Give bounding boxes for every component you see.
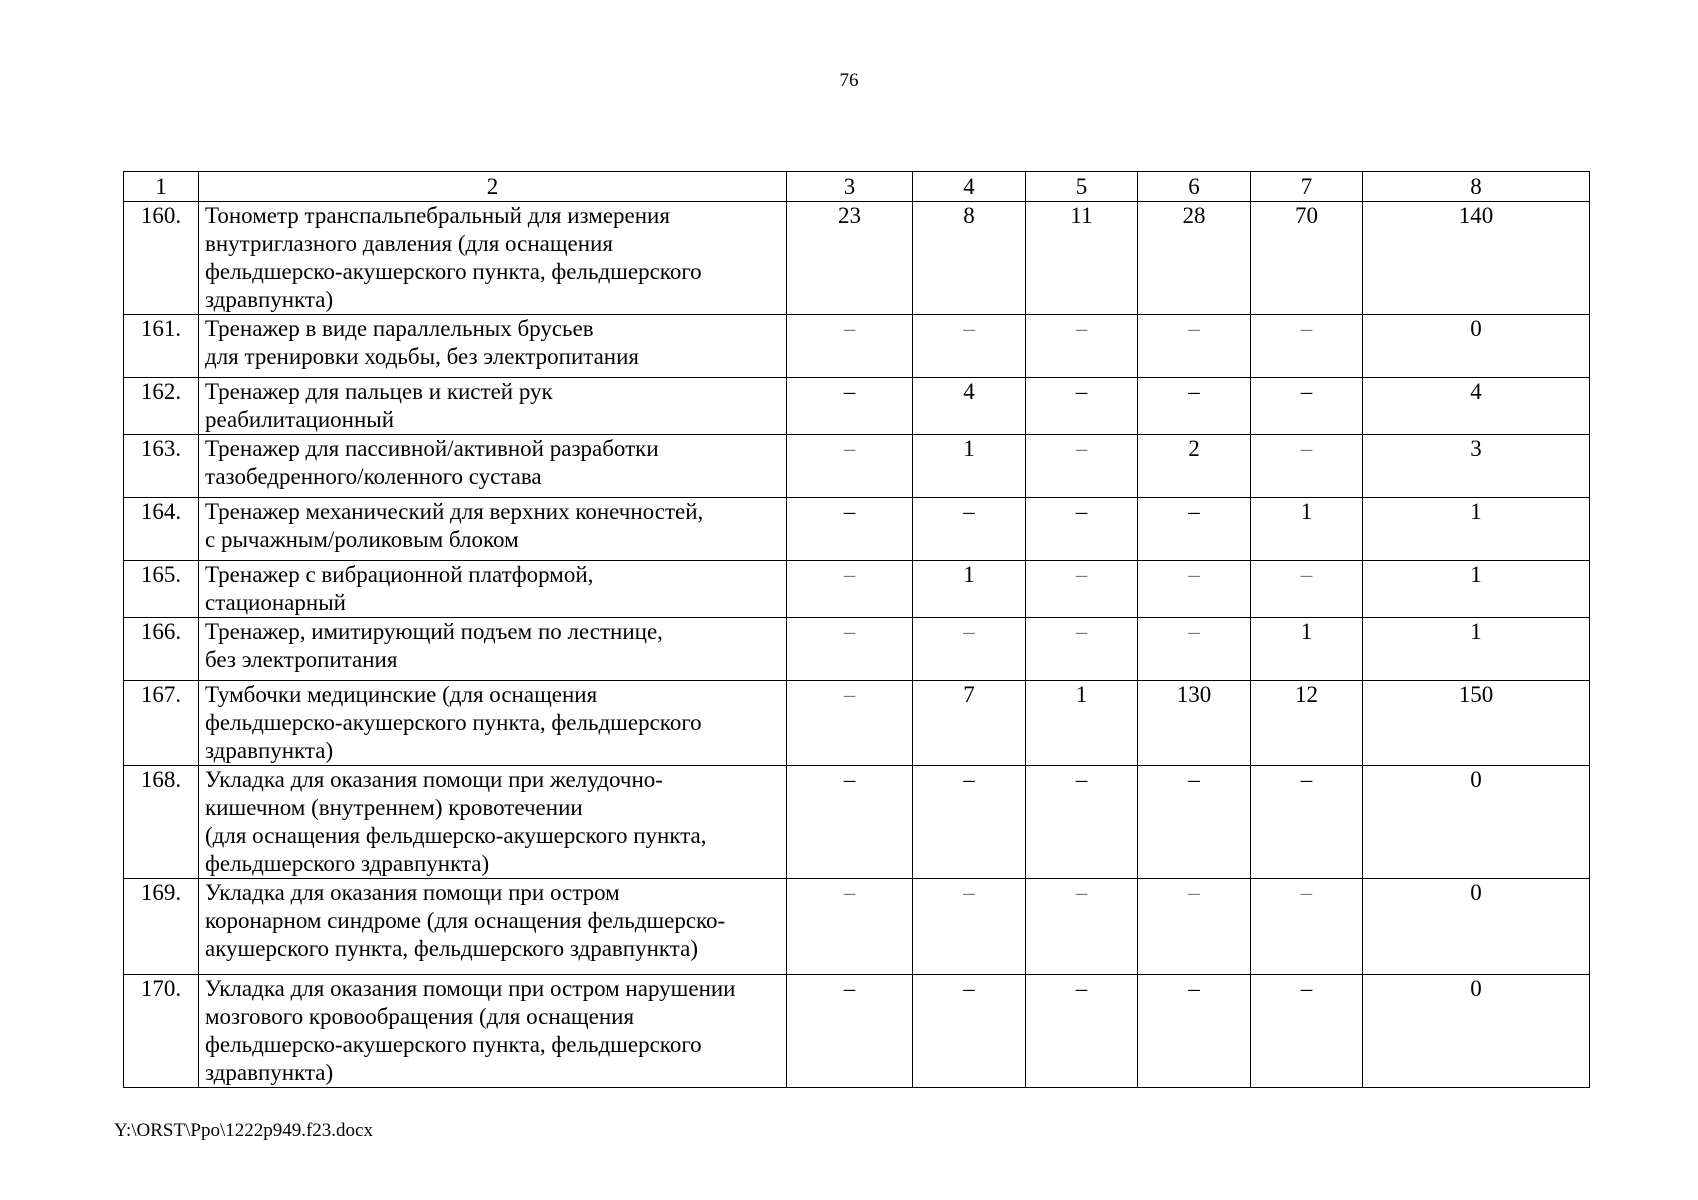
row-number: 168. bbox=[124, 766, 199, 879]
value-cell: – bbox=[787, 681, 913, 766]
value-cell: – bbox=[1026, 498, 1138, 561]
page-number: 76 bbox=[839, 70, 859, 91]
value-cell: – bbox=[787, 378, 913, 435]
value-cell: 70 bbox=[1251, 202, 1363, 315]
item-name bbox=[199, 561, 787, 618]
item-name-line: реабилитационный bbox=[205, 407, 395, 432]
value-cell: 0 bbox=[1363, 315, 1590, 378]
value-cell: – bbox=[1026, 975, 1138, 1088]
value-cell: – bbox=[1138, 498, 1251, 561]
value-cell: 2 bbox=[1138, 435, 1251, 498]
item-name-line: акушерского пункта, фельдшерского здравпункта) bbox=[205, 936, 698, 961]
item-name-line: Тренажер для пальцев и кистей рук bbox=[205, 379, 553, 404]
row-number: 170. bbox=[124, 975, 199, 1088]
item-name bbox=[199, 766, 787, 879]
value-cell: 4 bbox=[913, 378, 1026, 435]
value-cell: – bbox=[1251, 766, 1363, 879]
value-cell: – bbox=[1138, 766, 1251, 879]
equipment-table bbox=[123, 171, 1590, 1088]
value-cell: 11 bbox=[1026, 202, 1138, 315]
value-cell: 1 bbox=[913, 435, 1026, 498]
item-name-line: для тренировки ходьбы, без электропитания bbox=[205, 344, 639, 369]
value-cell: 3 bbox=[1363, 435, 1590, 498]
value-cell: 1 bbox=[1251, 498, 1363, 561]
table-row bbox=[124, 202, 1590, 315]
item-name bbox=[199, 879, 787, 975]
item-name-line: Тренажер механический для верхних конечностей, bbox=[205, 499, 704, 524]
item-name-line: Тренажер в виде параллельных брусьев bbox=[205, 316, 594, 341]
value-cell: 130 bbox=[1138, 681, 1251, 766]
value-cell: 1 bbox=[1363, 498, 1590, 561]
row-number: 169. bbox=[124, 879, 199, 975]
header-cell: 8 bbox=[1363, 172, 1590, 202]
item-name-line: с рычажным/роликовым блоком bbox=[205, 527, 519, 552]
value-cell: – bbox=[1138, 315, 1251, 378]
item-name-line: здравпункта) bbox=[205, 287, 334, 312]
item-name-line: Укладка для оказания помощи при остром bbox=[205, 880, 620, 905]
header-cell: 2 bbox=[199, 172, 787, 202]
item-name-line: Тумбочки медицинские (для оснащения bbox=[205, 682, 598, 707]
value-cell: – bbox=[1251, 315, 1363, 378]
item-name bbox=[199, 315, 787, 378]
item-name-line: здравпункта) bbox=[205, 738, 334, 763]
value-cell: 0 bbox=[1363, 879, 1590, 975]
value-cell: – bbox=[913, 315, 1026, 378]
value-cell: 0 bbox=[1363, 975, 1590, 1088]
table-row bbox=[124, 378, 1590, 435]
item-name bbox=[199, 435, 787, 498]
value-cell: – bbox=[1251, 975, 1363, 1088]
row-number: 160. bbox=[124, 202, 199, 315]
row-number: 163. bbox=[124, 435, 199, 498]
table-row bbox=[124, 975, 1590, 1088]
value-cell: – bbox=[787, 435, 913, 498]
document-file-path: Y:\ORST\Ppo\1222p949.f23.docx bbox=[114, 1120, 373, 1141]
value-cell: 23 bbox=[787, 202, 913, 315]
value-cell: – bbox=[787, 766, 913, 879]
item-name-line: тазобедренного/коленного сустава bbox=[205, 464, 542, 489]
item-name-line: здравпункта) bbox=[205, 1060, 334, 1085]
table-header-row bbox=[124, 172, 1590, 202]
table-row bbox=[124, 766, 1590, 879]
row-number: 162. bbox=[124, 378, 199, 435]
item-name-line: Укладка для оказания помощи при остром нарушении bbox=[205, 976, 736, 1001]
value-cell: 7 bbox=[913, 681, 1026, 766]
value-cell: 12 bbox=[1251, 681, 1363, 766]
value-cell: 1 bbox=[913, 561, 1026, 618]
value-cell: 1 bbox=[1363, 618, 1590, 681]
item-name-line: мозгового кровообращения (для оснащения bbox=[205, 1004, 635, 1029]
value-cell: – bbox=[913, 766, 1026, 879]
item-name-line: внутриглазного давления (для оснащения bbox=[205, 231, 613, 256]
value-cell: – bbox=[913, 498, 1026, 561]
item-name bbox=[199, 498, 787, 561]
value-cell: – bbox=[1026, 561, 1138, 618]
value-cell: – bbox=[1026, 766, 1138, 879]
value-cell: – bbox=[1251, 561, 1363, 618]
item-name-line: Тренажер, имитирующий подъем по лестнице, bbox=[205, 619, 663, 644]
value-cell: – bbox=[913, 879, 1026, 975]
value-cell: – bbox=[1251, 435, 1363, 498]
header-cell: 1 bbox=[124, 172, 199, 202]
row-number: 164. bbox=[124, 498, 199, 561]
item-name-line: без электропитания bbox=[205, 647, 398, 672]
item-name-line: Тренажер для пассивной/активной разработки bbox=[205, 436, 659, 461]
item-name bbox=[199, 975, 787, 1088]
table-row bbox=[124, 618, 1590, 681]
item-name-line: фельдшерско-акушерского пункта, фельдшерского bbox=[205, 710, 702, 735]
item-name bbox=[199, 681, 787, 766]
value-cell: – bbox=[787, 975, 913, 1088]
value-cell: – bbox=[787, 498, 913, 561]
value-cell: – bbox=[1251, 378, 1363, 435]
item-name-line: фельдшерско-акушерского пункта, фельдшерского bbox=[205, 259, 702, 284]
row-number: 167. bbox=[124, 681, 199, 766]
table-row bbox=[124, 681, 1590, 766]
item-name-line: (для оснащения фельдшерско-акушерского пункта, bbox=[205, 823, 707, 848]
value-cell: – bbox=[1138, 618, 1251, 681]
item-name-line: фельдшерского здравпункта) bbox=[205, 851, 490, 876]
value-cell: – bbox=[913, 975, 1026, 1088]
item-name-line: Тренажер с вибрационной платформой, bbox=[205, 562, 594, 587]
item-name-line: Тонометр транспальпебральный для измерения bbox=[205, 203, 670, 228]
value-cell: 8 bbox=[913, 202, 1026, 315]
value-cell: – bbox=[1026, 378, 1138, 435]
table-row bbox=[124, 879, 1590, 975]
value-cell: 1 bbox=[1251, 618, 1363, 681]
value-cell: 150 bbox=[1363, 681, 1590, 766]
table-row bbox=[124, 435, 1590, 498]
value-cell: – bbox=[787, 618, 913, 681]
item-name-line: Укладка для оказания помощи при желудочно- bbox=[205, 767, 663, 792]
item-name bbox=[199, 618, 787, 681]
value-cell: 140 bbox=[1363, 202, 1590, 315]
table-row bbox=[124, 561, 1590, 618]
header-cell: 5 bbox=[1026, 172, 1138, 202]
item-name-line: кишечном (внутреннем) кровотечении bbox=[205, 795, 583, 820]
value-cell: – bbox=[1026, 879, 1138, 975]
value-cell: – bbox=[1138, 975, 1251, 1088]
item-name bbox=[199, 202, 787, 315]
header-cell: 6 bbox=[1138, 172, 1251, 202]
value-cell: – bbox=[1026, 315, 1138, 378]
value-cell: 4 bbox=[1363, 378, 1590, 435]
value-cell: – bbox=[1138, 879, 1251, 975]
value-cell: 1 bbox=[1026, 681, 1138, 766]
value-cell: 1 bbox=[1363, 561, 1590, 618]
value-cell: 0 bbox=[1363, 766, 1590, 879]
value-cell: – bbox=[913, 618, 1026, 681]
item-name bbox=[199, 378, 787, 435]
row-number: 161. bbox=[124, 315, 199, 378]
item-name-line: стационарный bbox=[205, 590, 346, 615]
value-cell: 28 bbox=[1138, 202, 1251, 315]
value-cell: – bbox=[1026, 435, 1138, 498]
value-cell: – bbox=[1251, 879, 1363, 975]
row-number: 165. bbox=[124, 561, 199, 618]
table-row bbox=[124, 498, 1590, 561]
value-cell: – bbox=[1026, 618, 1138, 681]
value-cell: – bbox=[787, 315, 913, 378]
row-number: 166. bbox=[124, 618, 199, 681]
header-cell: 3 bbox=[787, 172, 913, 202]
table-row bbox=[124, 315, 1590, 378]
value-cell: – bbox=[1138, 378, 1251, 435]
header-cell: 7 bbox=[1251, 172, 1363, 202]
value-cell: – bbox=[787, 879, 913, 975]
item-name-line: фельдшерско-акушерского пункта, фельдшерского bbox=[205, 1032, 702, 1057]
value-cell: – bbox=[1138, 561, 1251, 618]
value-cell: – bbox=[787, 561, 913, 618]
item-name-line: коронарном синдроме (для оснащения фельдшерско- bbox=[205, 908, 726, 933]
header-cell: 4 bbox=[913, 172, 1026, 202]
